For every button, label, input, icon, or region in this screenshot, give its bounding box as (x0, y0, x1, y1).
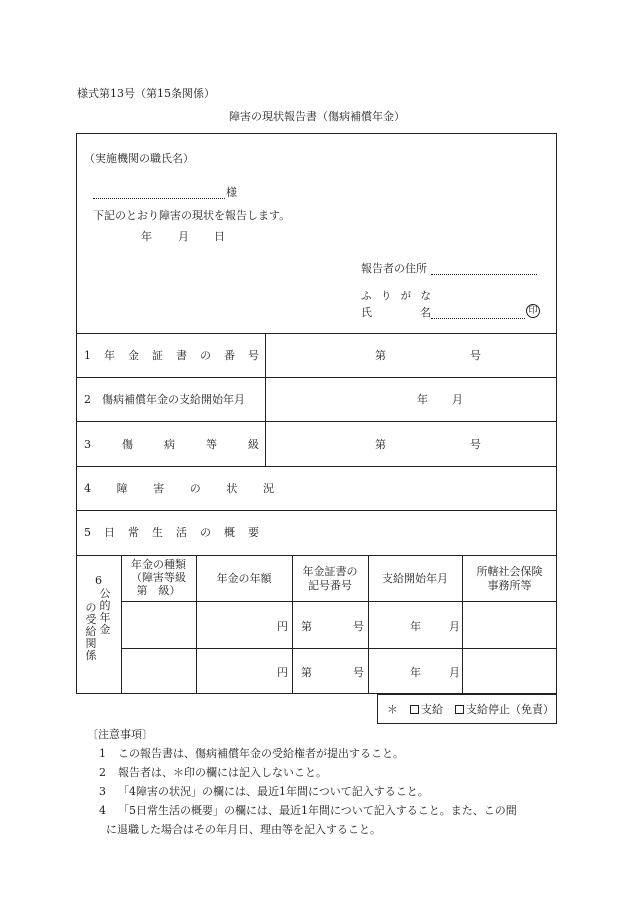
label-char: 障 (116, 482, 128, 495)
cert-left: 第 (301, 666, 312, 679)
label-char: な (420, 290, 431, 302)
row-3-value-right: 号 (470, 438, 481, 451)
header-line: 年金の種類 (131, 558, 186, 571)
label-char: 関 (85, 637, 97, 650)
label-char: 年 (99, 611, 111, 624)
row-1-label (84, 349, 259, 362)
date-day: 日 (214, 230, 225, 243)
section-6-label (85, 588, 111, 668)
label-char: 要 (248, 526, 259, 539)
label-char: 年 (104, 349, 115, 362)
row-divider (76, 555, 557, 556)
daily-life-field[interactable] (285, 516, 545, 550)
note-number: 3 (99, 785, 106, 798)
header-line: 事務所等 (487, 579, 532, 592)
label-char: 4 (84, 482, 91, 495)
vertical-label-column (99, 588, 111, 668)
label-char: 常 (128, 526, 139, 539)
note-number: 4 (99, 804, 106, 817)
label-char: 活 (176, 526, 187, 539)
name-label-second: 名 (420, 306, 431, 319)
page-title: 障害の現状報告書（傷病補償年金） (229, 110, 405, 123)
header-annual-amount: 年金の年額 (216, 572, 272, 585)
grade-field[interactable] (275, 428, 545, 462)
seal-mark: 印 (526, 304, 540, 318)
note-number: 1 (99, 747, 106, 760)
start-year: 年 (410, 620, 421, 633)
label-char: 係 (85, 649, 97, 662)
label-char: 害 (153, 482, 165, 495)
start-month: 月 (449, 620, 460, 633)
start-year: 年 (410, 666, 421, 679)
row-divider (76, 466, 557, 467)
reporter-address-field[interactable] (431, 274, 537, 275)
label-char: 病 (164, 438, 175, 451)
label-char: 概 (224, 526, 235, 539)
row-2-value-left: 年 (417, 393, 428, 406)
vertical-label-column (85, 588, 97, 668)
name-field[interactable] (431, 318, 525, 319)
label-char: 級 (248, 438, 259, 451)
row-divider (76, 510, 557, 511)
start-date-field[interactable] (275, 383, 545, 417)
notes-heading: 〔注意事項〕 (87, 728, 153, 741)
name-label-first: 氏 (361, 306, 372, 319)
form-number: 様式第13号（第15条関係） (77, 87, 215, 100)
label-char: ふ (361, 290, 372, 302)
cert-right: 号 (353, 666, 364, 679)
label-char: 金 (128, 349, 139, 362)
label-char: 5 (84, 526, 91, 539)
amount-unit: 円 (277, 666, 288, 679)
note-continuation: に退職した場合はその年月日、理由等を記入すること。 (106, 823, 381, 836)
header-line: 年金証書の (302, 565, 358, 578)
furigana-label (361, 290, 431, 303)
start-month: 月 (449, 666, 460, 679)
header-start-date: 支給開始年月 (382, 572, 448, 585)
header-line: （障害等級 (131, 571, 186, 584)
row-divider (76, 377, 557, 378)
checkbox-icon[interactable] (410, 705, 419, 714)
row-3-value-left: 第 (375, 438, 386, 451)
label-char: 給 (85, 625, 97, 638)
option-payment[interactable] (410, 703, 443, 716)
reporter-address-label: 報告者の住所 (361, 262, 427, 275)
row-1-value-left: 第 (375, 349, 386, 362)
pension-type-cell[interactable] (124, 604, 194, 646)
label-char: 番 (224, 349, 235, 362)
row-3-label (84, 438, 259, 451)
cert-right: 号 (353, 620, 364, 633)
disability-status-field[interactable] (285, 472, 545, 506)
label-char: 状 (226, 482, 238, 495)
header-line: 所轄社会保険 (476, 565, 543, 578)
note-text: 報告者は、＊印の欄には記入しないこと。 (118, 766, 327, 779)
checkbox-icon[interactable] (455, 705, 464, 714)
label-char: 1 (84, 349, 91, 362)
office-cell[interactable] (465, 651, 555, 692)
furigana-text (361, 290, 431, 303)
label-char: 3 (84, 438, 91, 451)
row-divider (121, 648, 557, 649)
certificate-number-field[interactable] (275, 339, 545, 373)
header-line: 第 級） (136, 584, 181, 597)
row-1-value-right: 号 (470, 349, 481, 362)
row-4-label (84, 482, 274, 495)
header-line: 記号番号 (308, 579, 352, 592)
addressee-field[interactable] (93, 198, 225, 199)
date-month: 月 (178, 230, 189, 243)
label-char: 生 (152, 526, 163, 539)
pension-type-cell[interactable] (124, 651, 194, 692)
section-6-number: 6 (95, 574, 102, 587)
label-char: 受 (85, 613, 97, 626)
office-cell[interactable] (465, 604, 555, 646)
label-char: の (200, 349, 211, 362)
label-char: 書 (176, 349, 187, 362)
label-char: 証 (152, 349, 163, 362)
row-2-value-right: 月 (452, 393, 463, 406)
note-text: この報告書は、傷病補償年金の受給権者が提出すること。 (118, 747, 404, 760)
label-char: の (85, 601, 97, 614)
cert-left: 第 (301, 620, 312, 633)
header-pension-type (121, 558, 196, 597)
column-divider (265, 333, 266, 466)
label-char: り (380, 290, 392, 302)
option-label: 支給停止（免責） (466, 703, 554, 716)
note-text: 「5日常生活の概要」の欄には、最近1年間について記入すること。また、この間 (118, 804, 517, 817)
label-char: 日 (104, 526, 115, 539)
option-label: 支給 (421, 703, 443, 716)
label-char: 傷 (122, 438, 133, 451)
amount-unit: 円 (277, 620, 288, 633)
label-char: 公 (99, 587, 111, 600)
honorific: 様 (226, 186, 237, 199)
label-char: 等 (206, 438, 217, 451)
note-text: 「4障害の状況」の欄には、最近1年間について記入すること。 (118, 785, 429, 798)
note-number: 2 (99, 766, 106, 779)
row-divider (76, 421, 557, 422)
row-5-label (84, 526, 259, 539)
header-certificate-number (292, 565, 368, 593)
label-char: 金 (99, 623, 111, 636)
label-char: の (200, 526, 211, 539)
header-social-insurance-office (462, 565, 557, 593)
row-divider (121, 601, 557, 602)
label-char: 号 (248, 349, 259, 362)
label-char: が (400, 290, 412, 302)
label-char: 況 (262, 482, 274, 495)
label-char: の (189, 482, 201, 495)
option-suspension[interactable] (455, 703, 554, 716)
row-divider (76, 333, 557, 334)
label-char: 的 (99, 599, 111, 612)
intro-text: 下記のとおり障害の現状を報告します。 (93, 209, 291, 222)
date-year: 年 (141, 230, 152, 243)
row-2-label: 2 傷病補償年金の支給開始年月 (84, 393, 245, 406)
official-use-mark: ＊ (387, 703, 398, 716)
addressee-label: （実施機関の職氏名） (84, 152, 194, 165)
